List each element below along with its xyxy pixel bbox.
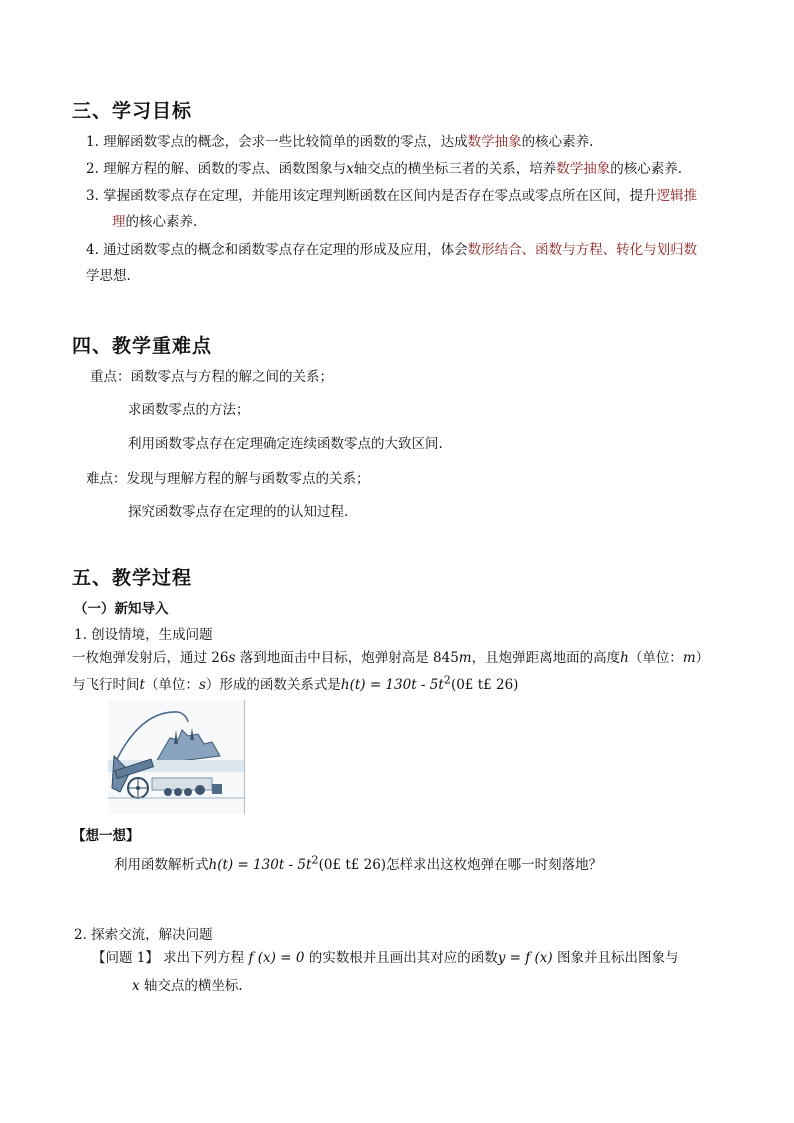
goal-1 [86,130,593,150]
q1-eq: f (x) = 0 [248,950,305,966]
p1-h: h [620,650,629,666]
subsection-intro: （一）新知导入 [74,601,169,617]
think-exponent: 2 [311,853,319,867]
p1-c: s [228,650,236,666]
goal-2-text-b: 轴交点的横坐标三者的关系，培养 [353,161,557,177]
goal-4 [86,238,697,258]
think-domain: (0£ t£ 26) [318,857,387,873]
think-label: 【想一想】 [72,828,140,844]
goal-3-cont [112,210,197,230]
key-point-2: 求函数零点的方法； [128,402,250,418]
p2-domain: (0£ t£ 26) [450,677,519,693]
section-4-title: 四、教学重难点 [72,335,213,357]
step-1: 1. 创设情境，生成问题 [74,627,213,643]
p1-a: 一枚炮弹发射后，通过 [72,650,212,666]
goal-4-text-a: 4. 通过函数零点的概念和函数零点存在定理的形成及应用，体会 [86,242,468,258]
think-question [114,853,602,873]
p2-exponent: 2 [443,673,451,687]
p2-e: ）形成的函数关系式是 [205,677,341,693]
p1-d: 落到地面击中目标，炮弹射高是 [235,650,434,666]
section-5-title: 五、教学过程 [72,567,193,589]
cannon-illustration [108,700,245,814]
goal-3-text-a: 3. 掌握函数零点存在定理，并能用该定理判断函数在区间内是否存在零点或零点所在区间，提升 [86,188,657,204]
q1b-a: 轴交点的横坐标. [139,978,243,994]
goal-3-highlight-1: 逻辑推 [656,188,698,204]
q1b-x: x [132,978,140,994]
p2-c: （单位： [144,677,199,693]
paragraph-1 [72,646,709,666]
think-formula: h(t) = 130t - 5t [208,857,312,873]
goal-2-text-a: 2. 理解方程的解、函数的零点、函数图象与 [86,161,347,177]
section-3-title: 三、学习目标 [72,100,193,122]
paragraph-2 [72,673,518,693]
goal-1-text-c: 的核心素养. [521,134,594,150]
p2-formula: h(t) = 130t - 5t [340,677,444,693]
goal-3 [86,184,697,204]
p1-g: ，且炮弹距离地面的高度 [471,650,621,666]
q1-a: 求出下列方程 [158,950,249,966]
p1-i: （单位： [628,650,683,666]
difficulty-1: 难点：发现与理解方程的解与函数零点的关系； [86,471,370,487]
p1-k: ） [695,650,710,666]
goal-1-highlight: 数学抽象 [467,134,522,150]
goal-3-highlight-2: 理 [112,214,126,230]
think-e: 怎样求出这枚炮弹在哪一时刻落地？ [386,857,603,873]
goal-2-highlight: 数学抽象 [556,161,611,177]
goal-2-text-d: 的核心素养. [610,161,683,177]
goal-3-text-d: 的核心素养. [125,214,198,230]
p2-d: s [198,677,206,693]
key-point-1: 重点：函数零点与方程的解之间的关系； [90,369,333,385]
key-point-3: 利用函数零点存在定理确定连续函数零点的大致区间. [128,436,443,452]
q1-e: 图象并且标出图象与 [552,950,679,966]
p1-b: 26 [211,650,229,666]
difficulty-2: 探究函数零点存在定理的的认知过程. [128,504,349,520]
goal-4-highlight: 数形结合、函数与方程、转化与划归数 [467,242,698,258]
goal-2 [86,157,682,177]
goal-2-x: x [346,161,354,177]
q1-func: y = f (x) [497,950,553,966]
question-1-cont [132,974,243,994]
goal-4-cont: 学思想. [86,268,131,284]
p2-a: 与飞行时间 [72,677,140,693]
q1-label: 【问题 1】 [92,950,159,966]
step-2: 2. 探索交流，解决问题 [74,927,213,943]
think-a: 利用函数解析式 [114,857,209,873]
question-1 [92,946,678,966]
p2-b: t [139,677,145,693]
goal-1-text-a: 1. 理解函数零点的概念，会求一些比较简单的函数的零点，达成 [86,134,468,150]
q1-c: 的实数根并且画出其对应的函数 [304,950,498,966]
p1-j: m [682,650,696,666]
p1-f: m [458,650,472,666]
cannon-drawing [108,700,244,814]
p1-e: 845 [433,650,459,666]
